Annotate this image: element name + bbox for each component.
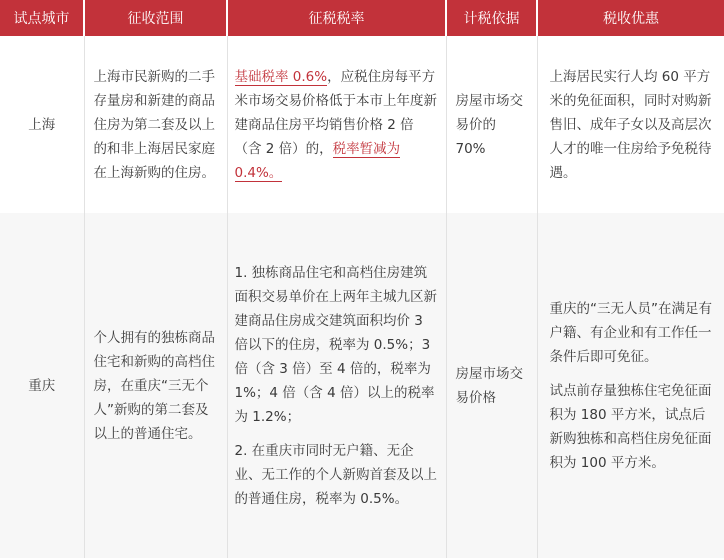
preference-cell bbox=[537, 213, 724, 558]
preference-paragraph-1: 重庆的“三无人员”在满足有户籍、有企业和有工作任一条件后即可免征。 bbox=[549, 300, 712, 365]
header-preference: 税收优惠 bbox=[537, 0, 724, 36]
preference-paragraph-2: 试点前存量独栋住宅免征面积为 180 平方米，试点后新购独栋和高档住房免征面积为 100 平方米。 bbox=[549, 382, 712, 471]
header-scope: 征收范围 bbox=[84, 0, 227, 36]
header-basis: 计税依据 bbox=[446, 0, 537, 36]
scope-cell: 上海市民新购的二手存量房和新建的商品住房为第二套及以上的和非上海居民家庭在上海新购的住房。 bbox=[84, 36, 227, 213]
preference-cell: 上海居民实行人均 60 平方米的免征面积，同时对购新售旧、成年子女以及高层次人才的唯一住房给予免税待遇。 bbox=[537, 36, 724, 213]
rate-paragraph-1: 1. 独栋商品住宅和高档住房建筑面积交易单价在上两年主城九区新建商品住房成交建筑面积均价 3 倍以下的住房，税率为 0.5%；3 倍（含 3 倍）至 4 倍的，税率为 1%；4 倍（含 4 倍）以上的税率为 1.2%； bbox=[234, 264, 437, 425]
table-row-shanghai bbox=[0, 36, 724, 213]
rate-highlight-base: 基础税率 0.6% bbox=[234, 68, 328, 85]
city-cell: 重庆 bbox=[0, 213, 84, 558]
rate-cell bbox=[227, 36, 446, 213]
rate-text: ，应税住房每平方米市场交易价格低于本市上年度新建商品住房平均销售价格 2 倍（含 2 倍）的， bbox=[234, 68, 437, 157]
basis-cell: 房屋市场交易价的 70% bbox=[446, 36, 537, 213]
table-row-chongqing bbox=[0, 213, 724, 558]
rate-highlight-reduced: 税率暂减为 0.4%。 bbox=[234, 140, 401, 181]
rate-paragraph-2: 2. 在重庆市同时无户籍、无企业、无工作的个人新购首套及以上的普通住房，税率为 0.5%。 bbox=[234, 442, 437, 507]
rate-cell bbox=[227, 213, 446, 558]
basis-cell: 房屋市场交易价格 bbox=[446, 213, 537, 558]
header-city: 试点城市 bbox=[0, 0, 84, 36]
city-cell: 上海 bbox=[0, 36, 84, 213]
scope-cell: 个人拥有的独栋商品住宅和新购的高档住房，在重庆“三无个人”新购的第二套及以上的普通住宅。 bbox=[84, 213, 227, 558]
table-header-row bbox=[0, 0, 724, 36]
header-rate: 征税税率 bbox=[227, 0, 446, 36]
